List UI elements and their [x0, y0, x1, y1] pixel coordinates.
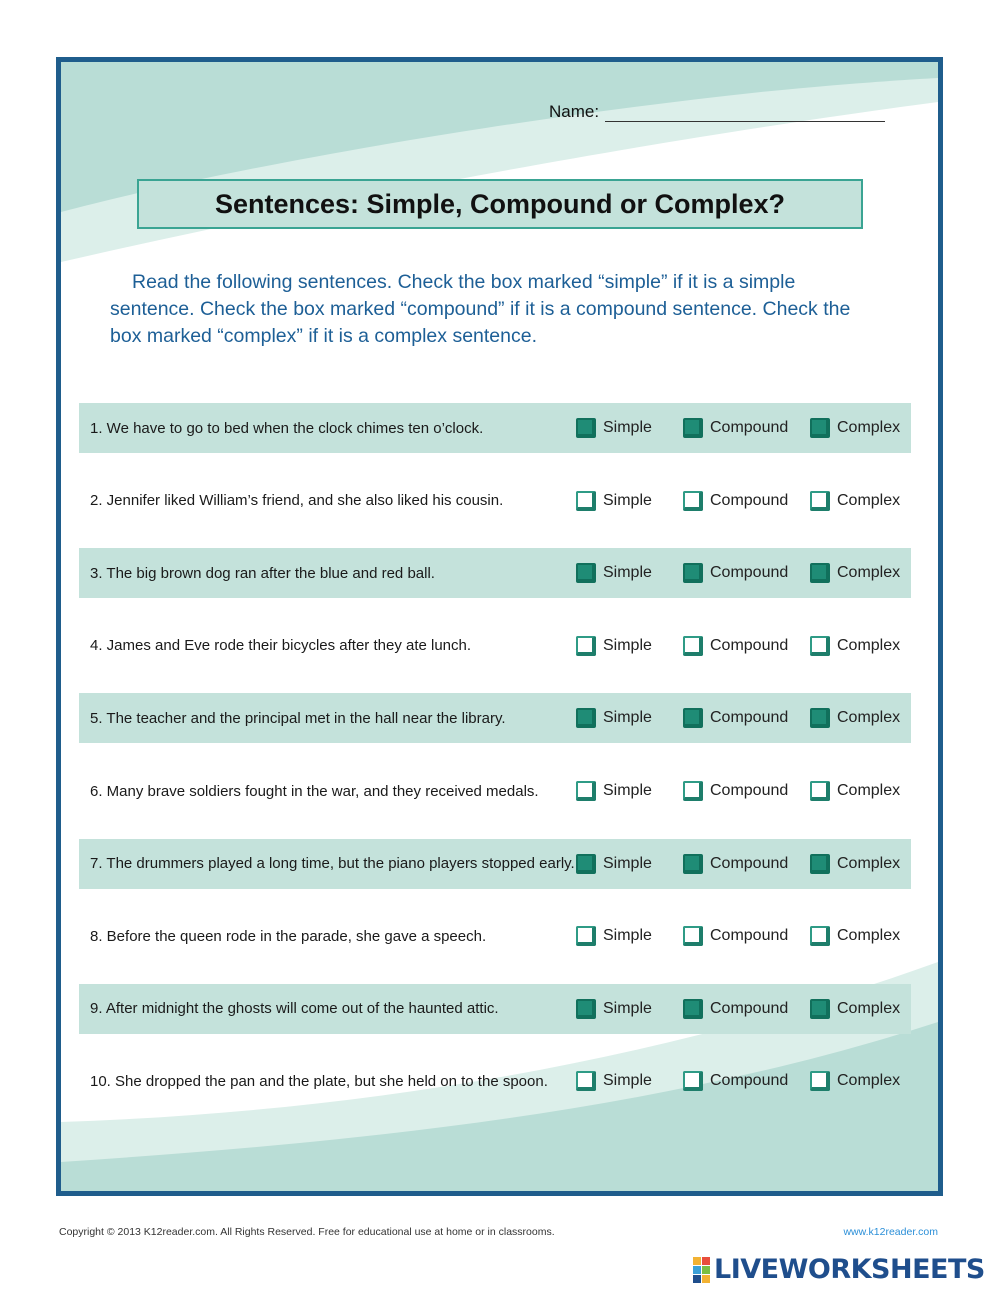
complex-option[interactable] — [810, 1071, 900, 1091]
website-link[interactable]: www.k12reader.com — [843, 1226, 938, 1238]
option-label: Simple — [603, 1072, 652, 1090]
compound-option[interactable] — [683, 1071, 788, 1091]
question-text: 10. She dropped the pan and the plate, but she held on to the spoon. — [90, 1072, 548, 1090]
complex-checkbox[interactable] — [810, 563, 830, 583]
option-label: Simple — [603, 636, 652, 654]
option-label: Simple — [603, 782, 652, 799]
simple-checkbox[interactable] — [576, 563, 596, 583]
complex-option[interactable] — [810, 926, 900, 946]
liveworksheets-logo — [693, 1254, 985, 1285]
compound-checkbox[interactable] — [683, 1071, 703, 1091]
option-label: Compound — [710, 854, 789, 872]
option-label: Complex — [837, 564, 901, 582]
complex-option[interactable] — [810, 999, 900, 1019]
question-row — [79, 476, 911, 526]
question-row — [79, 1056, 911, 1106]
instructions: Read the following sentences. Check the box marked “simple” if it is a simple sentence. Check the box marked “compound” if it is a compound sentence. Check the box marked “complex” if it is a complex sentence. — [110, 271, 851, 347]
compound-option[interactable] — [683, 708, 788, 728]
option-label: Complex — [837, 854, 901, 872]
logo-blocks-icon — [693, 1257, 710, 1283]
complex-checkbox[interactable] — [810, 708, 830, 728]
option-label: Compound — [710, 709, 789, 727]
complex-option[interactable] — [810, 491, 900, 511]
option-label: Complex — [837, 491, 901, 509]
compound-checkbox[interactable] — [683, 854, 703, 874]
logo-text: LIVEWORKSHEETS — [714, 1254, 985, 1285]
option-label: Compound — [710, 491, 789, 509]
option-label: Complex — [837, 709, 901, 727]
question-row — [79, 621, 911, 671]
name-label: Name: — [549, 102, 600, 121]
worksheet-frame — [56, 57, 943, 1196]
option-label: Compound — [710, 636, 789, 654]
complex-checkbox[interactable] — [810, 781, 830, 801]
question-row — [79, 548, 911, 598]
complex-option[interactable] — [810, 781, 900, 801]
option-label: Compound — [710, 419, 789, 436]
simple-option[interactable] — [576, 781, 652, 801]
option-label: Compound — [710, 927, 789, 945]
option-label: Simple — [603, 999, 652, 1017]
question-text: 7. The drummers played a long time, but the piano players stopped early. — [90, 855, 575, 873]
option-label: Simple — [603, 927, 652, 945]
compound-option[interactable] — [683, 781, 788, 801]
complex-option[interactable] — [810, 563, 900, 583]
compound-option[interactable] — [683, 491, 788, 511]
complex-option[interactable] — [810, 636, 900, 656]
compound-option[interactable] — [683, 999, 788, 1019]
compound-checkbox[interactable] — [683, 708, 703, 728]
simple-checkbox[interactable] — [576, 781, 596, 801]
compound-option[interactable] — [683, 854, 788, 874]
compound-checkbox[interactable] — [683, 563, 703, 583]
complex-option[interactable] — [810, 854, 900, 874]
simple-checkbox[interactable] — [576, 636, 596, 656]
simple-checkbox[interactable] — [576, 926, 596, 946]
option-label: Complex — [837, 999, 901, 1017]
simple-option[interactable] — [576, 636, 652, 656]
compound-checkbox[interactable] — [683, 781, 703, 801]
option-label: Simple — [603, 709, 652, 727]
compound-checkbox[interactable] — [683, 999, 703, 1019]
option-label: Simple — [603, 564, 652, 582]
option-label: Complex — [837, 782, 901, 799]
question-row — [79, 839, 911, 889]
option-label: Compound — [710, 564, 789, 582]
compound-option[interactable] — [683, 636, 788, 656]
question-row — [79, 766, 911, 816]
compound-option[interactable] — [683, 563, 788, 583]
complex-option[interactable] — [810, 418, 900, 438]
simple-checkbox[interactable] — [576, 1071, 596, 1091]
complex-checkbox[interactable] — [810, 854, 830, 874]
compound-checkbox[interactable] — [683, 491, 703, 511]
compound-option[interactable] — [683, 926, 788, 946]
name-field[interactable] — [549, 102, 885, 122]
option-label: Simple — [603, 491, 652, 509]
option-label: Simple — [603, 419, 652, 436]
option-label: Complex — [837, 1072, 901, 1090]
question-text: 9. After midnight the ghosts will come out of the haunted attic. — [90, 1000, 499, 1018]
option-label: Compound — [710, 782, 789, 799]
simple-option[interactable] — [576, 926, 652, 946]
simple-option[interactable] — [576, 418, 652, 438]
simple-checkbox[interactable] — [576, 854, 596, 874]
option-label: Compound — [710, 1072, 789, 1090]
worksheet-title: Sentences: Simple, Compound or Complex? — [137, 179, 863, 229]
option-label: Complex — [837, 927, 901, 945]
question-text: 1. We have to go to bed when the clock chimes ten o’clock. — [90, 419, 484, 437]
simple-checkbox[interactable] — [576, 418, 596, 438]
complex-checkbox[interactable] — [810, 1071, 830, 1091]
question-row — [79, 693, 911, 743]
question-text: 4. James and Eve rode their bicycles after they ate lunch. — [90, 637, 472, 655]
compound-checkbox[interactable] — [683, 418, 703, 438]
compound-option[interactable] — [683, 418, 788, 438]
complex-option[interactable] — [810, 708, 900, 728]
simple-option[interactable] — [576, 1071, 652, 1091]
option-label: Compound — [710, 999, 789, 1017]
option-label: Complex — [837, 419, 901, 436]
question-row — [79, 984, 911, 1034]
complex-checkbox[interactable] — [810, 491, 830, 511]
simple-option[interactable] — [576, 491, 652, 511]
question-row — [79, 911, 911, 961]
question-text: 2. Jennifer liked William’s friend, and she also liked his cousin. — [90, 492, 504, 510]
simple-checkbox[interactable] — [576, 999, 596, 1019]
simple-option[interactable] — [576, 708, 652, 728]
complex-checkbox[interactable] — [810, 926, 830, 946]
complex-checkbox[interactable] — [810, 999, 830, 1019]
simple-checkbox[interactable] — [576, 491, 596, 511]
question-text: 6. Many brave soldiers fought in the war, and they received medals. — [90, 782, 539, 800]
simple-option[interactable] — [576, 999, 652, 1019]
question-row — [79, 403, 911, 453]
compound-checkbox[interactable] — [683, 636, 703, 656]
simple-option[interactable] — [576, 854, 652, 874]
simple-option[interactable] — [576, 563, 652, 583]
question-text: 5. The teacher and the principal met in the hall near the library. — [90, 709, 506, 727]
copyright-text: Copyright © 2013 K12reader.com. All Rights Reserved. Free for educational use at home or in classrooms. — [59, 1226, 555, 1238]
question-text: 8. Before the queen rode in the parade, she gave a speech. — [90, 927, 487, 945]
option-label: Simple — [603, 854, 652, 872]
question-text: 3. The big brown dog ran after the blue and red ball. — [90, 564, 435, 582]
option-label: Complex — [837, 636, 901, 654]
complex-checkbox[interactable] — [810, 418, 830, 438]
complex-checkbox[interactable] — [810, 636, 830, 656]
compound-checkbox[interactable] — [683, 926, 703, 946]
simple-checkbox[interactable] — [576, 708, 596, 728]
name-line[interactable] — [605, 105, 885, 122]
